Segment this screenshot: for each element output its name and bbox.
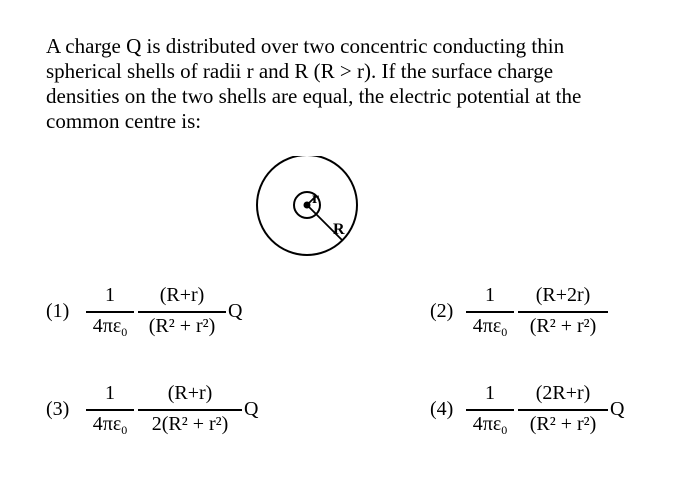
option-numerator: (R+r) [167,382,213,404]
fraction-bar [86,311,134,313]
constant-numerator: 1 [485,284,495,306]
option-number: (2) [430,300,454,322]
fraction-bar [466,409,514,411]
constant-denominator: $4\pi\varepsilon_0$ [92,413,128,437]
fraction-bar [138,409,242,411]
fraction-bar [138,311,226,313]
option-2[interactable] [430,282,690,342]
option-3[interactable] [46,380,306,440]
option-numerator: (R+r) [159,284,205,306]
constant-numerator: 1 [485,382,495,404]
option-number: (4) [430,398,454,420]
option-numerator: (R+2r) [535,284,591,306]
fraction-bar [466,311,514,313]
option-denominator: 2(R² + r²) [151,413,229,435]
concentric-shells-figure [252,156,362,261]
option-denominator: (R² + r²) [148,315,216,337]
charge-symbol: Q [610,398,625,420]
fraction-bar [518,311,608,313]
small-radius-label: r [312,190,320,207]
option-4[interactable] [430,380,695,440]
option-number: (3) [46,398,70,420]
constant-denominator: $4\pi\varepsilon_0$ [472,413,508,437]
constant-numerator: 1 [105,382,115,404]
fraction-bar [86,409,134,411]
question-text: A charge Q is distributed over two concentric conducting thin spherical shells of radii r and R (R > r). If the surface charge densities on the two shells are equal, the electric potential at the common centre is: [46,34,582,133]
option-denominator: (R² + r²) [529,413,597,435]
option-denominator: (R² + r²) [529,315,597,337]
large-radius-label: R [333,221,345,238]
charge-symbol: Q [228,300,243,322]
option-1[interactable] [46,282,306,342]
fraction-bar [518,409,608,411]
constant-denominator: $4\pi\varepsilon_0$ [472,315,508,339]
constant-denominator: $4\pi\varepsilon_0$ [92,315,128,339]
option-numerator: (2R+r) [535,382,591,404]
constant-numerator: 1 [105,284,115,306]
shells-diagram [252,156,362,256]
option-number: (1) [46,300,70,322]
charge-symbol: Q [244,398,259,420]
